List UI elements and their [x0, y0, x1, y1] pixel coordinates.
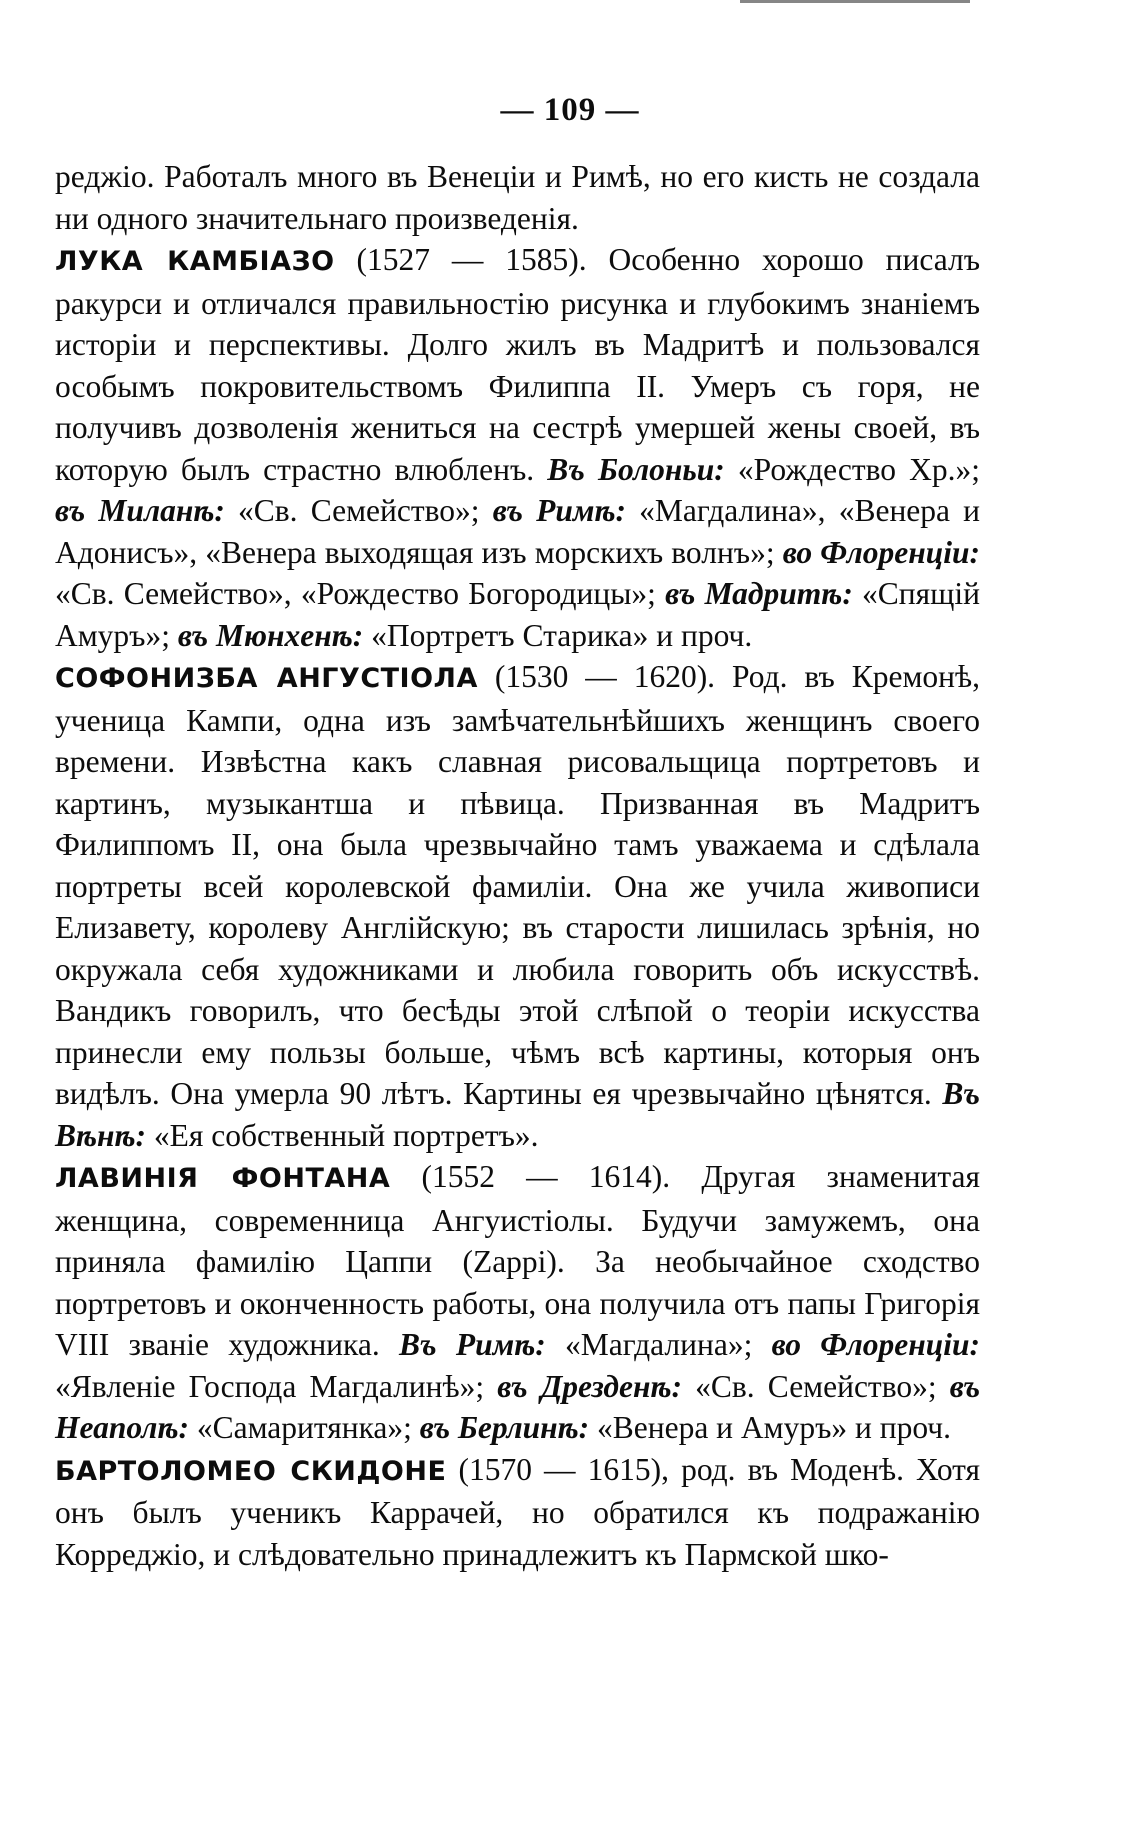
work-place: Въ Вѣнѣ:: [55, 1076, 980, 1153]
work-title: «Ея собственный портретъ».: [153, 1117, 539, 1153]
work-title: «Венера и Амуръ» и проч.: [597, 1410, 952, 1445]
artist-dates: (1527 — 1585).: [356, 242, 587, 277]
work-place: въ Берлинѣ:: [419, 1410, 590, 1445]
work-title: «Портретъ Старика» и проч.: [371, 617, 753, 653]
artist-text: Особенно хорошо писалъ ракурси и отличался правильностію рисунка и глубокимъ знаніемъ исторіи и перспективы. Долго жилъ въ Мадритѣ и пользовался особымъ покровительствомъ Филиппа II. Умеръ съ горя, не получивъ дозволенія жениться на сестрѣ умершей жены своей, въ которую былъ страстно влюбленъ.: [55, 242, 980, 487]
artist-name: ЛУКА КАМБІАЗО: [55, 246, 335, 277]
work-title: «Спящій Амуръ»;: [55, 576, 980, 653]
artist-dates: (1530 — 1620).: [494, 659, 716, 694]
work-title: «Св. Семейство»;: [695, 1368, 937, 1404]
work-place: Въ Римѣ:: [399, 1327, 546, 1362]
work-title: «Рождество Хр.»;: [737, 451, 981, 487]
work-place: въ Миланѣ:: [55, 493, 225, 528]
work-place: Въ Болоньи:: [547, 451, 725, 487]
work-place: въ Неаполѣ:: [55, 1368, 981, 1445]
work-place: въ Мюнхенѣ:: [177, 617, 364, 653]
work-title: «Св. Семейство»;: [238, 493, 480, 528]
page-text: [55, 156, 980, 1575]
artist-text: Другая знаменитая женщина, современница Ангуистіолы. Будучи замужемъ, она приняла фамилію Цаппи (Zappi). За необычайное сходство портретовъ и оконченность работы, она получила отъ папы Григорія VIII званіе художника.: [55, 1159, 981, 1362]
artist-name: ЛАВИНІЯ ФОНТАНА: [55, 1163, 391, 1194]
work-place: во Флоренціи:: [782, 534, 981, 570]
work-title: «Явленіе Господа Магдалинѣ»;: [55, 1368, 485, 1404]
work-place: во Флоренціи:: [771, 1327, 981, 1362]
entry-fontana: [55, 1156, 980, 1449]
artist-name: БАРТОЛОМЕО СКИДОНЕ: [55, 1455, 447, 1487]
artist-dates: (1570 — 1615),: [458, 1451, 669, 1487]
artist-text: Род. въ Кремонѣ, ученица Кампи, одна изъ замѣчательнѣйшихъ женщинъ своего времени. Извѣстна какъ славная рисовальщица портретовъ и картинъ, музыкантша и пѣвица. Призванная въ Мадритъ Филиппомъ II, она была чрезвычайно тамъ уважаема и сдѣлала портреты всей королевской фамиліи. Она же учила живописи Елизавету, королеву Англійскую; въ старости лишилась зрѣнія, но окружала себя художниками и любила говорить объ искусствѣ. Вандикъ говорилъ, что бесѣды этой слѣпой о теоріи искусства принесли ему пользы больше, чѣмъ всѣ картины, которыя онъ видѣлъ. Она умерла 90 лѣтъ. Картины ея чрезвычайно цѣнятся.: [55, 659, 980, 1111]
entry-schedoni: [55, 1449, 980, 1576]
page-number: — 109 —: [500, 92, 640, 128]
work-title: «Св. Семейство», «Рождество Богородицы»;: [55, 576, 656, 611]
work-title: «Самаритянка»;: [196, 1410, 412, 1445]
scan-edge-mark: [740, 0, 970, 9]
artist-text: род. въ Моденѣ. Хотя онъ былъ ученикъ Каррачей, но обратился къ подражанію Корреджіо, и слѣдовательно принадлежитъ къ Пармской шко-: [55, 1451, 980, 1572]
intro-paragraph: реджіо. Работалъ много въ Венеціи и Римѣ, но его кисть не создала ни одного значительнаго произведенія.: [55, 159, 980, 236]
work-title: «Магдалина»;: [565, 1327, 753, 1362]
work-place: въ Дрезденѣ:: [497, 1368, 682, 1404]
work-title: «Магдалина», «Венера и Адонисъ», «Венера выходящая изъ морскихъ волнъ»;: [55, 493, 981, 570]
entry-cambiaso: [55, 239, 980, 656]
artist-name: СОФОНИЗБА АНГУСТІОЛА: [55, 663, 478, 694]
entry-anguissola: [55, 656, 980, 1156]
work-place: въ Римѣ:: [492, 493, 626, 528]
work-place: въ Мадритѣ:: [665, 576, 853, 611]
artist-dates: (1552 — 1614).: [421, 1159, 671, 1194]
